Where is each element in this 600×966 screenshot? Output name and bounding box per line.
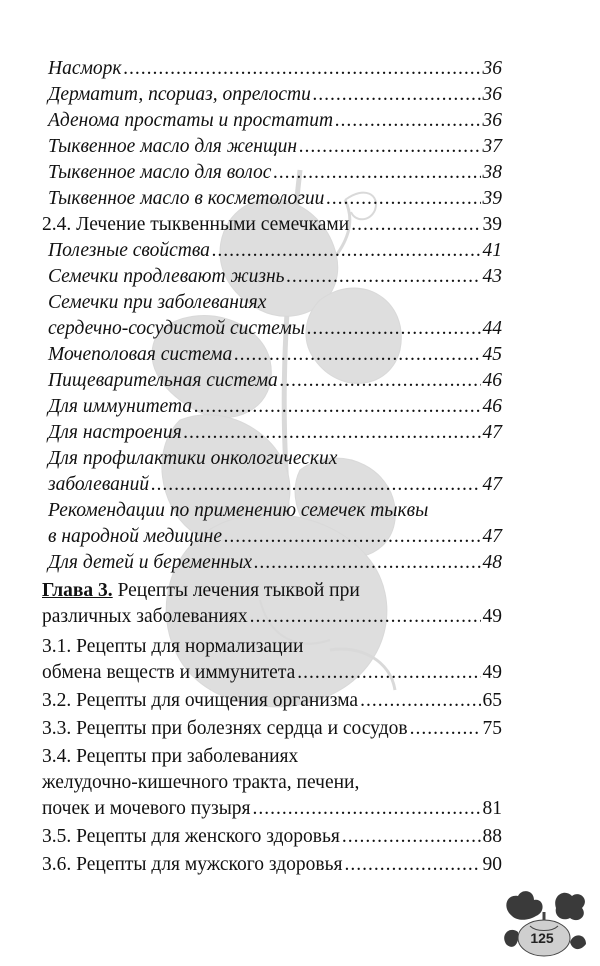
toc-entry-page: 88	[482, 826, 502, 847]
toc-entry-page: 45	[482, 344, 502, 365]
toc-entry	[48, 56, 502, 82]
toc-entry	[42, 660, 502, 686]
toc-entry-title: Для настроения	[48, 422, 182, 443]
toc-entry-title: Мочеполовая система	[48, 344, 233, 365]
toc-entry-title: Семечки продлевают жизнь	[48, 266, 285, 287]
toc-entry-title: 3.5. Рецепты для женского здоровья	[42, 826, 340, 847]
leader-dots	[273, 160, 480, 186]
toc-entry-title: 3.1. Рецепты для нормализации	[42, 636, 304, 657]
leader-dots	[151, 472, 480, 498]
toc-section-entry	[42, 212, 502, 238]
toc-entry	[48, 498, 502, 524]
toc-entry-title: Тыквенное масло для женщин	[48, 136, 298, 157]
chapter-title: Рецепты лечения тыквой при	[117, 580, 360, 601]
toc-entry	[48, 472, 502, 498]
page-number: 125	[530, 930, 554, 946]
leader-dots	[351, 212, 480, 238]
toc-entry	[42, 770, 502, 796]
toc-entry-title: 3.2. Рецепты для очищения организма	[42, 690, 359, 711]
toc-entry-page: 47	[482, 474, 502, 495]
toc-entry-title: Дерматит, псориаз, опрелости	[48, 84, 311, 105]
leader-dots	[326, 186, 480, 212]
toc-entry-title: Для детей и беременных	[48, 552, 253, 573]
toc-entry-page: 37	[482, 136, 502, 157]
toc-entry-page: 36	[482, 58, 502, 79]
toc-entry	[48, 108, 502, 134]
leader-dots	[253, 796, 481, 822]
toc-entry-title: желудочно-кишечного тракта, печени,	[42, 772, 360, 793]
toc-entry	[48, 446, 502, 472]
toc-entry-title: Тыквенное масло для волос	[48, 162, 272, 183]
toc-entry	[48, 290, 502, 316]
leader-dots	[342, 824, 481, 850]
leader-dots	[194, 394, 480, 420]
toc-entry	[42, 716, 502, 742]
toc-entry-title: 3.3. Рецепты при болезнях сердца и сосудов	[42, 718, 408, 739]
toc-entry-page: 46	[482, 396, 502, 417]
toc-entry	[48, 524, 502, 550]
toc-entry	[48, 264, 502, 290]
toc-entry-page: 36	[482, 110, 502, 131]
toc-entry-page: 47	[482, 422, 502, 443]
toc-entry	[48, 186, 502, 212]
toc-entry-title	[42, 578, 360, 604]
toc-entry-page: 44	[482, 318, 502, 339]
toc-entry-title: почек и мочевого пузыря	[42, 798, 251, 819]
chapter-label: Глава 3.	[42, 580, 113, 601]
toc-entry-title: Пищеварительная система	[48, 370, 278, 391]
toc-entry-title: Для иммунитета	[48, 396, 193, 417]
toc-entry-title: Насморк	[48, 58, 122, 79]
leader-dots	[299, 134, 480, 160]
toc-entry-title: 2.4. Лечение тыквенными семечками	[42, 214, 350, 235]
leader-dots	[410, 716, 481, 742]
toc-entry-page: 41	[482, 240, 502, 261]
toc-entry-page: 39	[482, 214, 502, 235]
toc-entry-title: Семечки при заболеваниях	[48, 292, 267, 313]
toc-entry	[42, 796, 502, 822]
leader-dots	[307, 316, 481, 342]
toc-entry	[42, 634, 502, 660]
toc-entry	[48, 316, 502, 342]
leader-dots	[313, 82, 481, 108]
leader-dots	[254, 550, 480, 576]
toc-entry-page: 49	[482, 662, 502, 683]
toc-entry-page: 43	[482, 266, 502, 287]
leader-dots	[224, 524, 481, 550]
leader-dots	[124, 56, 481, 82]
toc-entry	[48, 134, 502, 160]
toc-entry-title: Аденома простаты и простатит	[48, 110, 334, 131]
leader-dots	[280, 368, 481, 394]
toc-entry-title: Тыквенное масло в косметологии	[48, 188, 325, 209]
toc-entry-title: обмена веществ и иммунитета	[42, 662, 296, 683]
toc-entry-page: 47	[482, 526, 502, 547]
toc-entry-page: 75	[482, 718, 502, 739]
toc-entry-page: 48	[482, 552, 502, 573]
toc-entry	[42, 604, 502, 630]
toc-entry	[48, 550, 502, 576]
toc-entry-title: различных заболеваниях	[42, 606, 248, 627]
toc-entry	[42, 852, 502, 878]
toc-entry	[48, 420, 502, 446]
toc-entry-title: 3.6. Рецепты для мужского здоровья	[42, 854, 343, 875]
toc-entry-title: Рекомендации по применению семечек тыквы	[48, 500, 429, 521]
toc-entry	[48, 342, 502, 368]
toc-entry-page: 36	[482, 84, 502, 105]
toc-entry-title: заболеваний	[48, 474, 150, 495]
toc-chapter-entry	[42, 578, 502, 604]
leader-dots	[287, 264, 481, 290]
toc-entry	[48, 160, 502, 186]
toc-entry-page: 81	[482, 798, 502, 819]
toc-entry	[48, 394, 502, 420]
toc-entry-title: Для профилактики онкологических	[48, 448, 338, 469]
toc-entry	[42, 824, 502, 850]
leader-dots	[297, 660, 480, 686]
toc-entry	[48, 82, 502, 108]
toc-entry-title: в народной медицине	[48, 526, 222, 547]
toc-entry-title: сердечно-сосудистой системы	[48, 318, 305, 339]
toc-entry-page: 90	[482, 854, 502, 875]
toc-entry	[48, 238, 502, 264]
toc-entry-page: 46	[482, 370, 502, 391]
toc-entry-title: Полезные свойства	[48, 240, 210, 261]
toc-entry	[42, 744, 502, 770]
leader-dots	[234, 342, 480, 368]
leader-dots	[212, 238, 481, 264]
toc-entry-page: 65	[482, 690, 502, 711]
leader-dots	[250, 604, 481, 630]
toc-entry	[42, 688, 502, 714]
leader-dots	[335, 108, 480, 134]
leader-dots	[184, 420, 481, 446]
toc-entry-page: 38	[482, 162, 502, 183]
toc-entry	[48, 368, 502, 394]
toc-entry-page: 39	[482, 188, 502, 209]
leader-dots	[344, 852, 480, 878]
toc-entry-title: 3.4. Рецепты при заболеваниях	[42, 746, 299, 767]
leader-dots	[360, 688, 480, 714]
page-number-ornament	[500, 886, 588, 960]
toc-entry-page: 49	[482, 606, 502, 627]
